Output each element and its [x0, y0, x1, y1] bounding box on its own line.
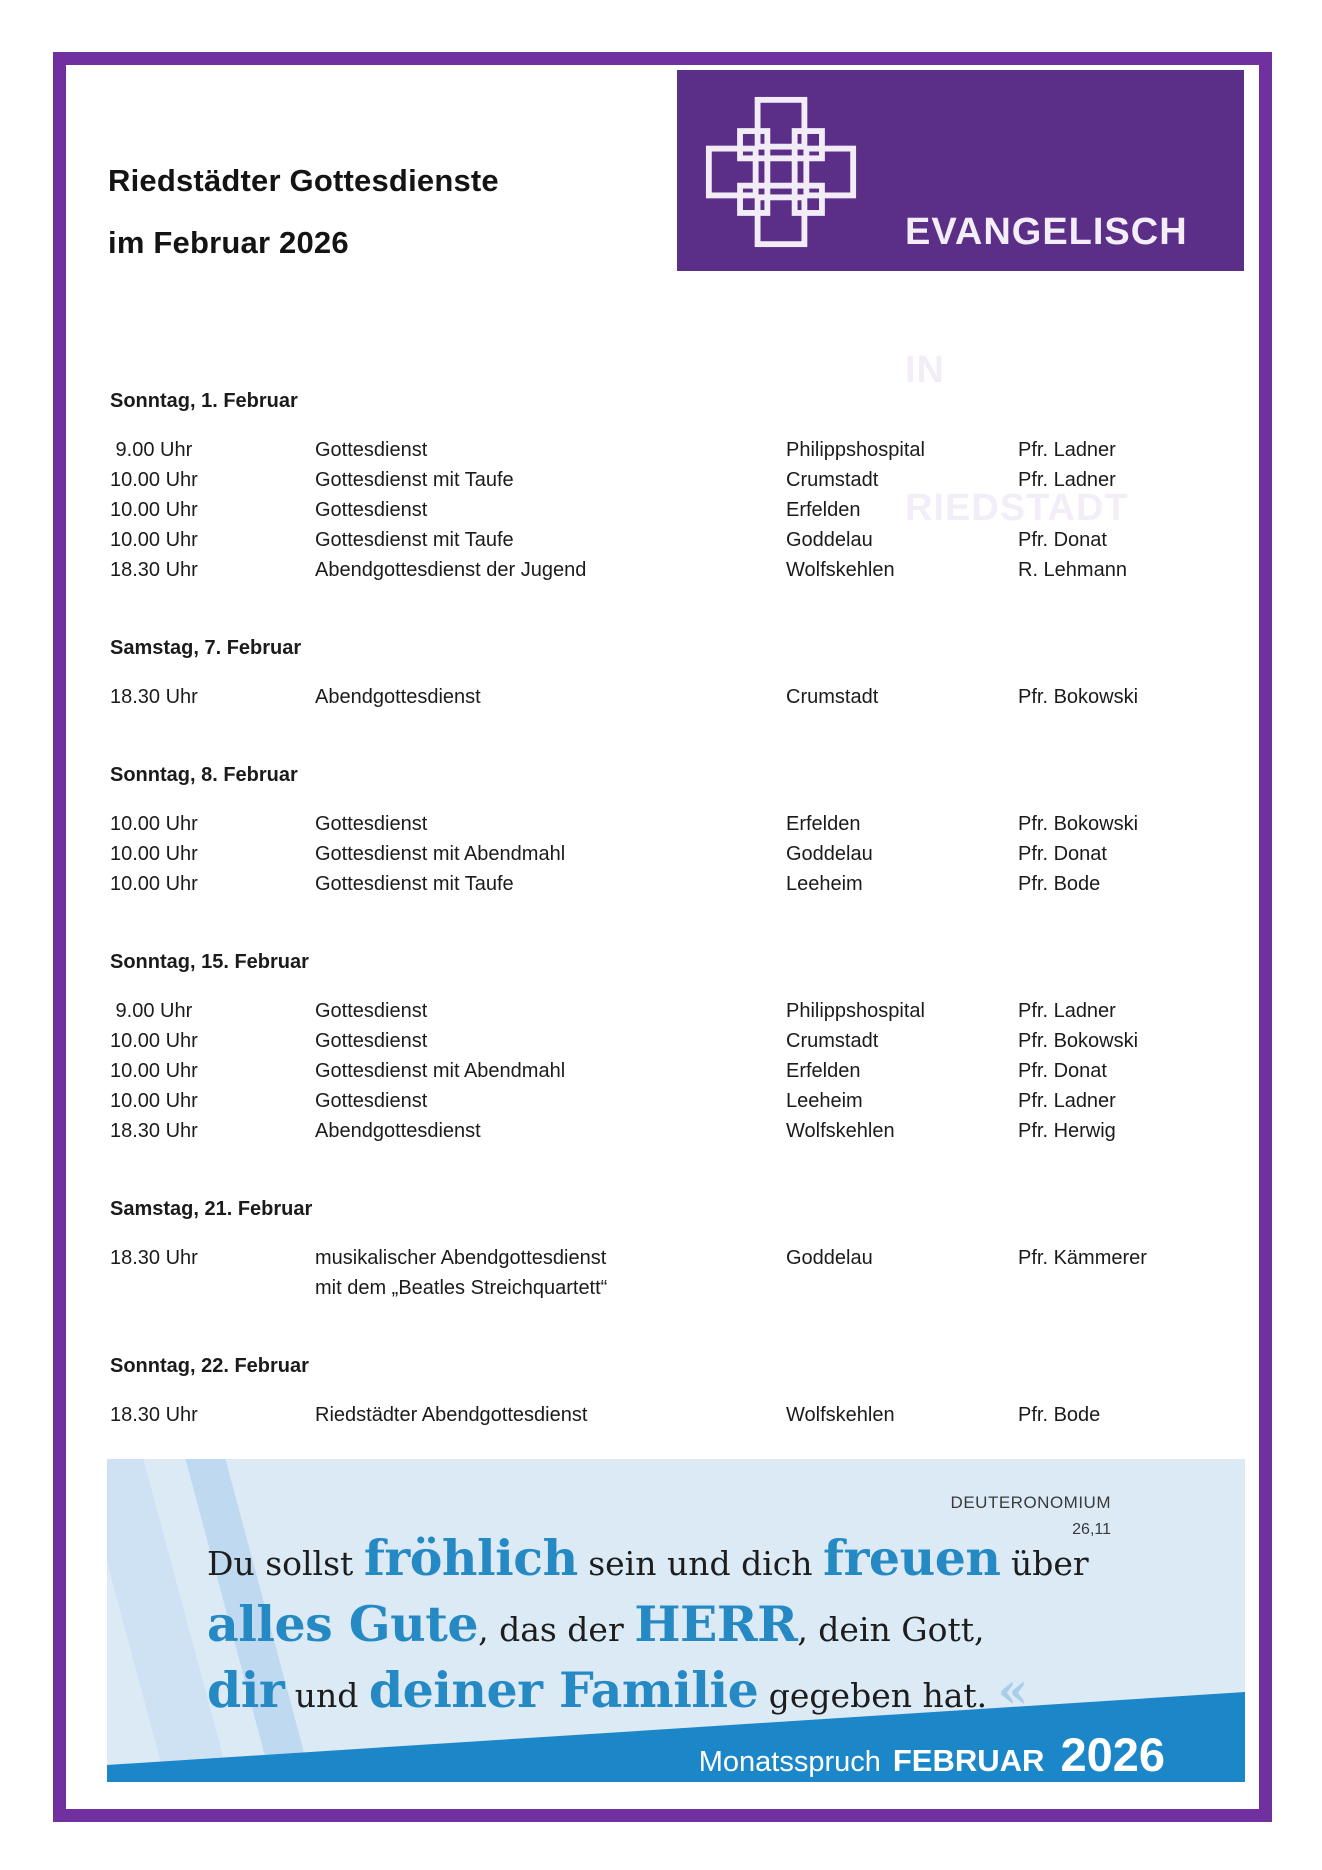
- service-name-line: Abendgottesdienst: [315, 686, 481, 708]
- verse-segment: fröhlich: [363, 1529, 578, 1587]
- service-place: Wolfskehlen: [786, 559, 895, 581]
- service-name: [315, 555, 786, 585]
- service-place: Leeheim: [786, 1090, 863, 1112]
- service-place: Leeheim: [786, 873, 863, 895]
- section-date-heading: Samstag, 7. Februar: [110, 637, 302, 659]
- verse-segment: Du sollst: [207, 1544, 364, 1583]
- service-pastor: Pfr. Donat: [1018, 529, 1107, 551]
- service-name-line: mit dem „Beatles Streichquartett“: [315, 1277, 608, 1299]
- service-row: [110, 465, 1322, 495]
- service-time: 18.30 Uhr: [110, 559, 198, 581]
- service-name-line: Gottesdienst mit Taufe: [315, 469, 514, 491]
- service-row: [110, 839, 1322, 869]
- logo-line1: EVANGELISCH: [905, 211, 1188, 253]
- service-row: [110, 1116, 1322, 1146]
- service-name: [315, 1026, 786, 1056]
- service-pastor: Pfr. Ladner: [1018, 439, 1116, 461]
- verse-segment: , das der: [478, 1610, 635, 1649]
- service-place: Erfelden: [786, 1060, 861, 1082]
- service-place: Philippshospital: [786, 439, 925, 461]
- logo-line3: RIEDSTADT: [905, 487, 1129, 529]
- service-name-line: Abendgottesdienst der Jugend: [315, 559, 587, 581]
- service-name-line: Gottesdienst: [315, 1030, 428, 1052]
- service-row: [110, 809, 1322, 839]
- service-pastor: Pfr. Donat: [1018, 1060, 1107, 1082]
- service-time: 10.00 Uhr: [110, 1030, 198, 1052]
- service-place: Philippshospital: [786, 1000, 925, 1022]
- service-name: [315, 495, 786, 525]
- service-pastor: Pfr. Bokowski: [1018, 686, 1139, 708]
- service-name: [315, 1056, 786, 1086]
- banner-footer-month: FEBRUAR: [892, 1743, 1045, 1778]
- service-place: Crumstadt: [786, 686, 879, 708]
- service-row: [110, 1243, 1322, 1303]
- banner-footer: [672, 1709, 1165, 1782]
- verse-segment: HERR: [634, 1595, 798, 1653]
- service-time: 18.30 Uhr: [110, 1247, 198, 1269]
- service-name: [315, 1400, 786, 1430]
- service-time: 10.00 Uhr: [110, 1060, 198, 1082]
- schedule-section: [110, 390, 1322, 585]
- service-pastor: Pfr. Bode: [1018, 873, 1101, 895]
- service-time: 10.00 Uhr: [110, 499, 198, 521]
- service-name-line: Gottesdienst: [315, 813, 428, 835]
- service-row: [110, 435, 1322, 465]
- verse-segment: dir: [207, 1661, 285, 1719]
- section-date-heading: Samstag, 21. Februar: [110, 1198, 313, 1220]
- banner-footer-year: 2026: [1060, 1728, 1165, 1781]
- schedule-section: [110, 951, 1322, 1146]
- page-title-line2: im Februar 2026: [108, 225, 349, 260]
- service-place: Goddelau: [786, 529, 873, 551]
- verse-segment: über: [1000, 1544, 1089, 1583]
- schedule-section: [110, 1355, 1322, 1430]
- service-place: Crumstadt: [786, 469, 879, 491]
- service-name: [315, 465, 786, 495]
- service-name: [315, 809, 786, 839]
- ekhn-cross-icon: [703, 94, 859, 255]
- service-place: Wolfskehlen: [786, 1120, 895, 1142]
- service-pastor: Pfr. Bokowski: [1018, 1030, 1139, 1052]
- service-pastor: Pfr. Bode: [1018, 1404, 1101, 1426]
- schedule: [0, 390, 1322, 1482]
- banner-footer-label: Monatsspruch: [698, 1746, 881, 1778]
- schedule-section: [110, 637, 1322, 712]
- service-name-line: Gottesdienst mit Taufe: [315, 873, 514, 895]
- page-title-line1: Riedstädter Gottesdienste: [108, 163, 499, 198]
- service-time: 10.00 Uhr: [110, 873, 198, 895]
- service-time: 10.00 Uhr: [110, 469, 198, 491]
- service-name: [315, 996, 786, 1026]
- service-name-line: musikalischer Abendgottesdienst: [315, 1247, 607, 1269]
- service-pastor: Pfr. Ladner: [1018, 1000, 1116, 1022]
- service-name: [315, 682, 786, 712]
- service-pastor: R. Lehmann: [1018, 559, 1127, 581]
- verse-segment: , dein Gott,: [797, 1610, 985, 1649]
- verse-segment: freuen: [823, 1529, 1001, 1587]
- service-time: 18.30 Uhr: [110, 686, 198, 708]
- service-place: Goddelau: [786, 1247, 873, 1269]
- service-row: [110, 495, 1322, 525]
- service-pastor: Pfr. Ladner: [1018, 469, 1116, 491]
- service-time: 10.00 Uhr: [110, 529, 198, 551]
- service-row: [110, 1026, 1322, 1056]
- service-name: [315, 869, 786, 899]
- section-date-heading: Sonntag, 8. Februar: [110, 764, 298, 786]
- service-name-line: Gottesdienst: [315, 1090, 428, 1112]
- service-name: [315, 525, 786, 555]
- service-name-line: Gottesdienst mit Taufe: [315, 529, 514, 551]
- service-time: 10.00 Uhr: [110, 843, 198, 865]
- service-row: [110, 869, 1322, 899]
- service-time: 9.00 Uhr: [110, 439, 193, 461]
- section-date-heading: Sonntag, 1. Februar: [110, 390, 298, 412]
- monatsspruch-banner: [107, 1459, 1245, 1782]
- verse-segment: und: [284, 1676, 369, 1715]
- service-name-line: Gottesdienst: [315, 499, 428, 521]
- service-pastor: Pfr. Herwig: [1018, 1120, 1116, 1142]
- verse-segment: deiner Familie: [368, 1661, 759, 1719]
- service-name-line: Abendgottesdienst: [315, 1120, 481, 1142]
- service-row: [110, 1056, 1322, 1086]
- verse-line: [207, 1597, 1089, 1663]
- bible-reference-verse: 26,11: [1072, 1521, 1111, 1538]
- service-name-line: Gottesdienst: [315, 1000, 428, 1022]
- service-name: [315, 435, 786, 465]
- service-name-line: Gottesdienst: [315, 439, 428, 461]
- service-place: Erfelden: [786, 813, 861, 835]
- service-row: [110, 555, 1322, 585]
- service-time: 18.30 Uhr: [110, 1404, 198, 1426]
- verse-line: [207, 1531, 1089, 1597]
- service-name-line: Gottesdienst mit Abendmahl: [315, 1060, 566, 1082]
- schedule-section: [110, 764, 1322, 899]
- schedule-section: [110, 1198, 1322, 1303]
- service-pastor: Pfr. Donat: [1018, 843, 1107, 865]
- service-time: 10.00 Uhr: [110, 813, 198, 835]
- service-pastor: Pfr. Bokowski: [1018, 813, 1139, 835]
- verse-segment: sein und dich: [577, 1544, 823, 1583]
- service-name: [315, 1116, 786, 1146]
- verse-segment: gegeben hat.: [758, 1676, 998, 1715]
- service-pastor: Pfr. Kämmerer: [1018, 1247, 1147, 1269]
- section-date-heading: Sonntag, 22. Februar: [110, 1355, 309, 1377]
- service-row: [110, 525, 1322, 555]
- service-pastor: Pfr. Ladner: [1018, 1090, 1116, 1112]
- service-row: [110, 996, 1322, 1026]
- service-name-line: Riedstädter Abendgottesdienst: [315, 1404, 588, 1426]
- service-time: 10.00 Uhr: [110, 1090, 198, 1112]
- service-place: Erfelden: [786, 499, 861, 521]
- section-date-heading: Sonntag, 15. Februar: [110, 951, 309, 973]
- service-row: [110, 1400, 1322, 1430]
- service-place: Wolfskehlen: [786, 1404, 895, 1426]
- logo-line2: IN: [905, 349, 945, 391]
- service-name: [315, 1086, 786, 1116]
- service-row: [110, 682, 1322, 712]
- service-time: 9.00 Uhr: [110, 1000, 193, 1022]
- verse-segment: «: [997, 1661, 1029, 1719]
- verse: [207, 1531, 1089, 1729]
- service-row: [110, 1086, 1322, 1116]
- service-name-line: Gottesdienst mit Abendmahl: [315, 843, 566, 865]
- service-time: 18.30 Uhr: [110, 1120, 198, 1142]
- service-place: Crumstadt: [786, 1030, 879, 1052]
- service-name: [315, 839, 786, 869]
- service-place: Goddelau: [786, 843, 873, 865]
- bible-reference-book: DEUTERONOMIUM: [950, 1493, 1111, 1512]
- verse-segment: alles Gute: [207, 1595, 479, 1653]
- service-name: [315, 1243, 786, 1303]
